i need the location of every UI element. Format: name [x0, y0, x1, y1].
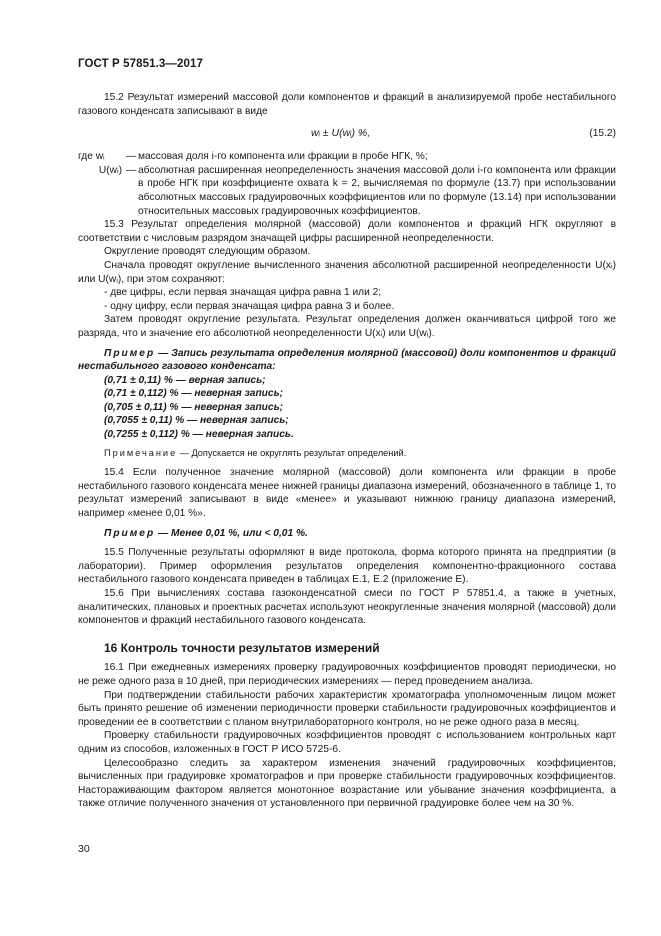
paragraph-15-2: 15.2 Результат измерений массовой доли компонентов и фракций в анализируемой пробе нестабильного газового конденсата записывают в виде — [78, 92, 616, 117]
example-2 — [78, 527, 616, 541]
example-label: Пример — [104, 347, 156, 359]
definition-symbol: где wᵢ — [78, 151, 105, 163]
definition-dash: — — [126, 164, 137, 176]
paragraph-15-4: 15.4 Если полученное значение молярной (массовой) доли компонента или фракции в пробе нестабильного газового конденсата менее нижней границы диапазона измерений, обозначенного в таблице 1, то результат измерений записывают в виде «менее» и указывают нижнюю границу диапазона измерений, например «менее 0,01 %». — [78, 467, 616, 520]
example-2-text: — Менее 0,01 %, или < 0,01 %. — [155, 527, 308, 539]
example-block — [78, 347, 616, 442]
paragraph-16-control-charts: Проверку стабильности градуировочных коэффициентов проводят с использованием контрольных карт одним из способов, изложенных в ГОСТ Р ИСО 5725-6. — [78, 730, 616, 755]
definition-row — [78, 164, 616, 218]
paragraph-then-round: Затем проводят округление результата. Результат определения должен оканчиваться цифрой того же разряда, что и значение его абсолютной неопределенности U(xᵢ) или U(wᵢ). — [78, 314, 616, 339]
example-title — [78, 347, 616, 374]
example-title-text: — Запись результата определения молярной (массовой) доли компонентов и фракций нестабильного газового конденсата: — [78, 347, 616, 373]
document-body — [78, 91, 616, 811]
document-header: ГОСТ Р 57851.3—2017 — [78, 58, 203, 70]
paragraph-16-stability: При подтверждении стабильности рабочих характеристик хроматографа уполномоченным лицом может быть принято решение об изменении периодичности проверки стабильности градуировочных коэффициентов и проведении ее в соответствии с планом внутрилабораторного контроля, но не реже одного раза в месяц. — [78, 689, 616, 728]
example-2-label: Пример — [104, 527, 156, 539]
definition-text: абсолютная расширенная неопределенность значения массовой доли i-го компонента или фракции в пробе НГК при коэффициенте охвата k = 2, вычисляемая по формуле (13.7) при использовании абсолютных массовых градуировочных коэффициентов или по формуле (13.14) при использовании относительных массовых градуировочных коэффициентов. — [138, 164, 616, 217]
note-text: — Допускается не округлять результат определений. — [177, 447, 407, 458]
example-line: (0,705 ± 0,11) % — неверная запись; — [104, 401, 284, 413]
definition-text: массовая доля i-го компонента или фракции в пробе НГК, %; — [138, 151, 428, 163]
list-item: - две цифры, если первая значащая цифра равна 1 или 2; — [104, 287, 382, 299]
definition-dash: — — [126, 151, 137, 163]
page-number: 30 — [78, 843, 90, 855]
section-16-heading: 16 Контроль точности результатов измерений — [104, 640, 380, 655]
paragraph-16-monitoring: Целесообразно следить за характером изменения значений градуировочных коэффициентов, вычисленных при градуировке хроматографов и при проверке стабильности градуировочных коэффициентов. Настораживающим фактором является монотонное возрастание или убывание значения коэффициента, а также отличие полученного значения от установленного при первичной градуировке более чем на 30 %. — [78, 757, 616, 810]
paragraph-16-1: 16.1 При ежедневных измерениях проверку градуировочных коэффициентов проводят периодически, но не реже одного раза в 10 дней, при периодических измерениях — перед проведением анализа. — [78, 662, 616, 687]
example-line: (0,71 ± 0,11) % — верная запись; — [104, 374, 266, 386]
list-item: - одну цифру, если первая значащая цифра равна 3 и более. — [104, 300, 395, 312]
example-line: (0,71 ± 0,112) % — неверная запись; — [104, 388, 284, 400]
paragraph-15-6: 15.6 При вычислениях состава газоконденсатной смеси по ГОСТ Р 57851.4, а также в учетных, аналитических, плановых и проектных расчетах используют неокругленные значения молярной (массовой) доли компонентов и фракций нестабильного газового конденсата. — [78, 588, 616, 627]
formula-number: (15.2) — [589, 128, 616, 140]
paragraph-15-5: 15.5 Полученные результаты оформляют в виде протокола, форма которого принята на предприятии (в лаборатории). Пример оформления результатов определения компонентно-фракционного состава нестабильного газового конденсата приведен в таблицах Е.1, Е.2 (приложение Е). — [78, 547, 616, 586]
formula-15-2 — [78, 127, 616, 142]
paragraph-rounding: Округление проводят следующим образом. — [104, 246, 311, 258]
formula-expression: wᵢ ± U(wᵢ) %, — [311, 127, 371, 140]
definitions-list — [78, 150, 616, 218]
definition-symbol: U(wᵢ) — [98, 164, 122, 176]
note — [78, 447, 616, 461]
example-line: (0,7055 ± 0,11) % — неверная запись; — [104, 415, 289, 427]
example-line: (0,7255 ± 0,112) % — неверная запись. — [104, 429, 294, 441]
paragraph-first-round: Сначала проводят округление вычисленного значения абсолютной расширенной неопределенности U(xᵢ) или U(wᵢ), при этом сохраняют: — [78, 259, 616, 285]
definition-row — [78, 150, 616, 164]
note-label: Примечание — [104, 447, 178, 458]
paragraph-15-3: 15.3 Результат определения молярной (массовой) доли компонентов и фракций НГК округляют в соответствии с числовым разрядом значащей цифры расширенной неопределенности. — [78, 219, 616, 244]
